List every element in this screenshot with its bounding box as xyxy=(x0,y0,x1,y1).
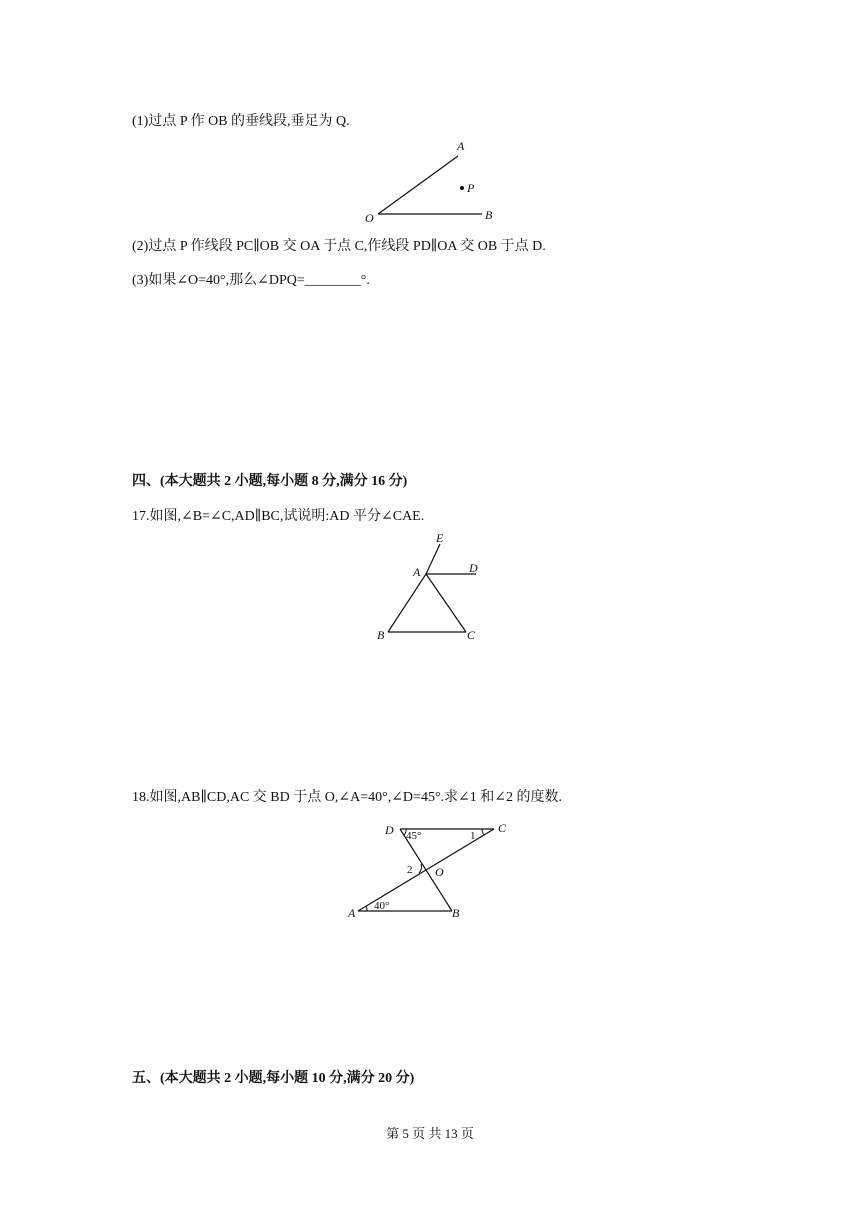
ray-oa xyxy=(378,156,458,214)
q16-part1: (1)过点 P 作 OB 的垂线段,垂足为 Q. xyxy=(132,114,350,129)
label-b: B xyxy=(377,628,385,642)
angle-arc-1 xyxy=(482,829,484,835)
angle-label-45: 45° xyxy=(406,830,422,842)
label-b: B xyxy=(485,208,493,222)
section4-heading: 四、(本大题共 2 小题,每小题 8 分,满分 16 分) xyxy=(132,474,408,489)
angle-arc-2 xyxy=(419,864,421,873)
ray-ae xyxy=(426,544,440,574)
label-o: O xyxy=(365,211,374,225)
page-footer: 第 5 页 共 13 页 xyxy=(386,1126,474,1141)
point-p xyxy=(460,186,464,190)
label-e: E xyxy=(436,531,444,545)
q16-part2: (2)过点 P 作线段 PC∥OB 交 OA 于点 C,作线段 PD∥OA 交 OB 于点 D. xyxy=(132,239,546,254)
section5-heading: 五、(本大题共 2 小题,每小题 10 分,满分 20 分) xyxy=(132,1071,415,1086)
q18-text: 18.如图,AB∥CD,AC 交 BD 于点 O,∠A=40°,∠D=45°.求∠1 和∠2 的度数. xyxy=(132,790,563,805)
q16-figure xyxy=(360,138,510,228)
label-c: C xyxy=(498,821,507,835)
label-c: C xyxy=(467,628,476,642)
angle-label-2: 2 xyxy=(407,864,413,876)
label-p: P xyxy=(467,181,475,195)
segment-ab xyxy=(388,574,426,632)
segment-ac xyxy=(426,574,466,632)
label-d: D xyxy=(469,561,478,575)
label-o: O xyxy=(435,865,444,879)
angle-label-1: 1 xyxy=(470,830,476,842)
label-b: B xyxy=(452,906,460,920)
q16-part3: (3)如果∠O=40°,那么∠DPQ=________°. xyxy=(132,273,370,288)
angle-arc-a xyxy=(366,906,367,911)
label-a: A xyxy=(348,906,356,920)
label-d: D xyxy=(385,823,394,837)
q18-figure xyxy=(340,815,520,925)
label-a: A xyxy=(413,565,421,579)
label-a: A xyxy=(457,139,465,153)
angle-label-40: 40° xyxy=(374,900,390,912)
q17-figure xyxy=(372,530,492,645)
q17-text: 17.如图,∠B=∠C,AD∥BC,试说明:AD 平分∠CAE. xyxy=(132,509,425,524)
